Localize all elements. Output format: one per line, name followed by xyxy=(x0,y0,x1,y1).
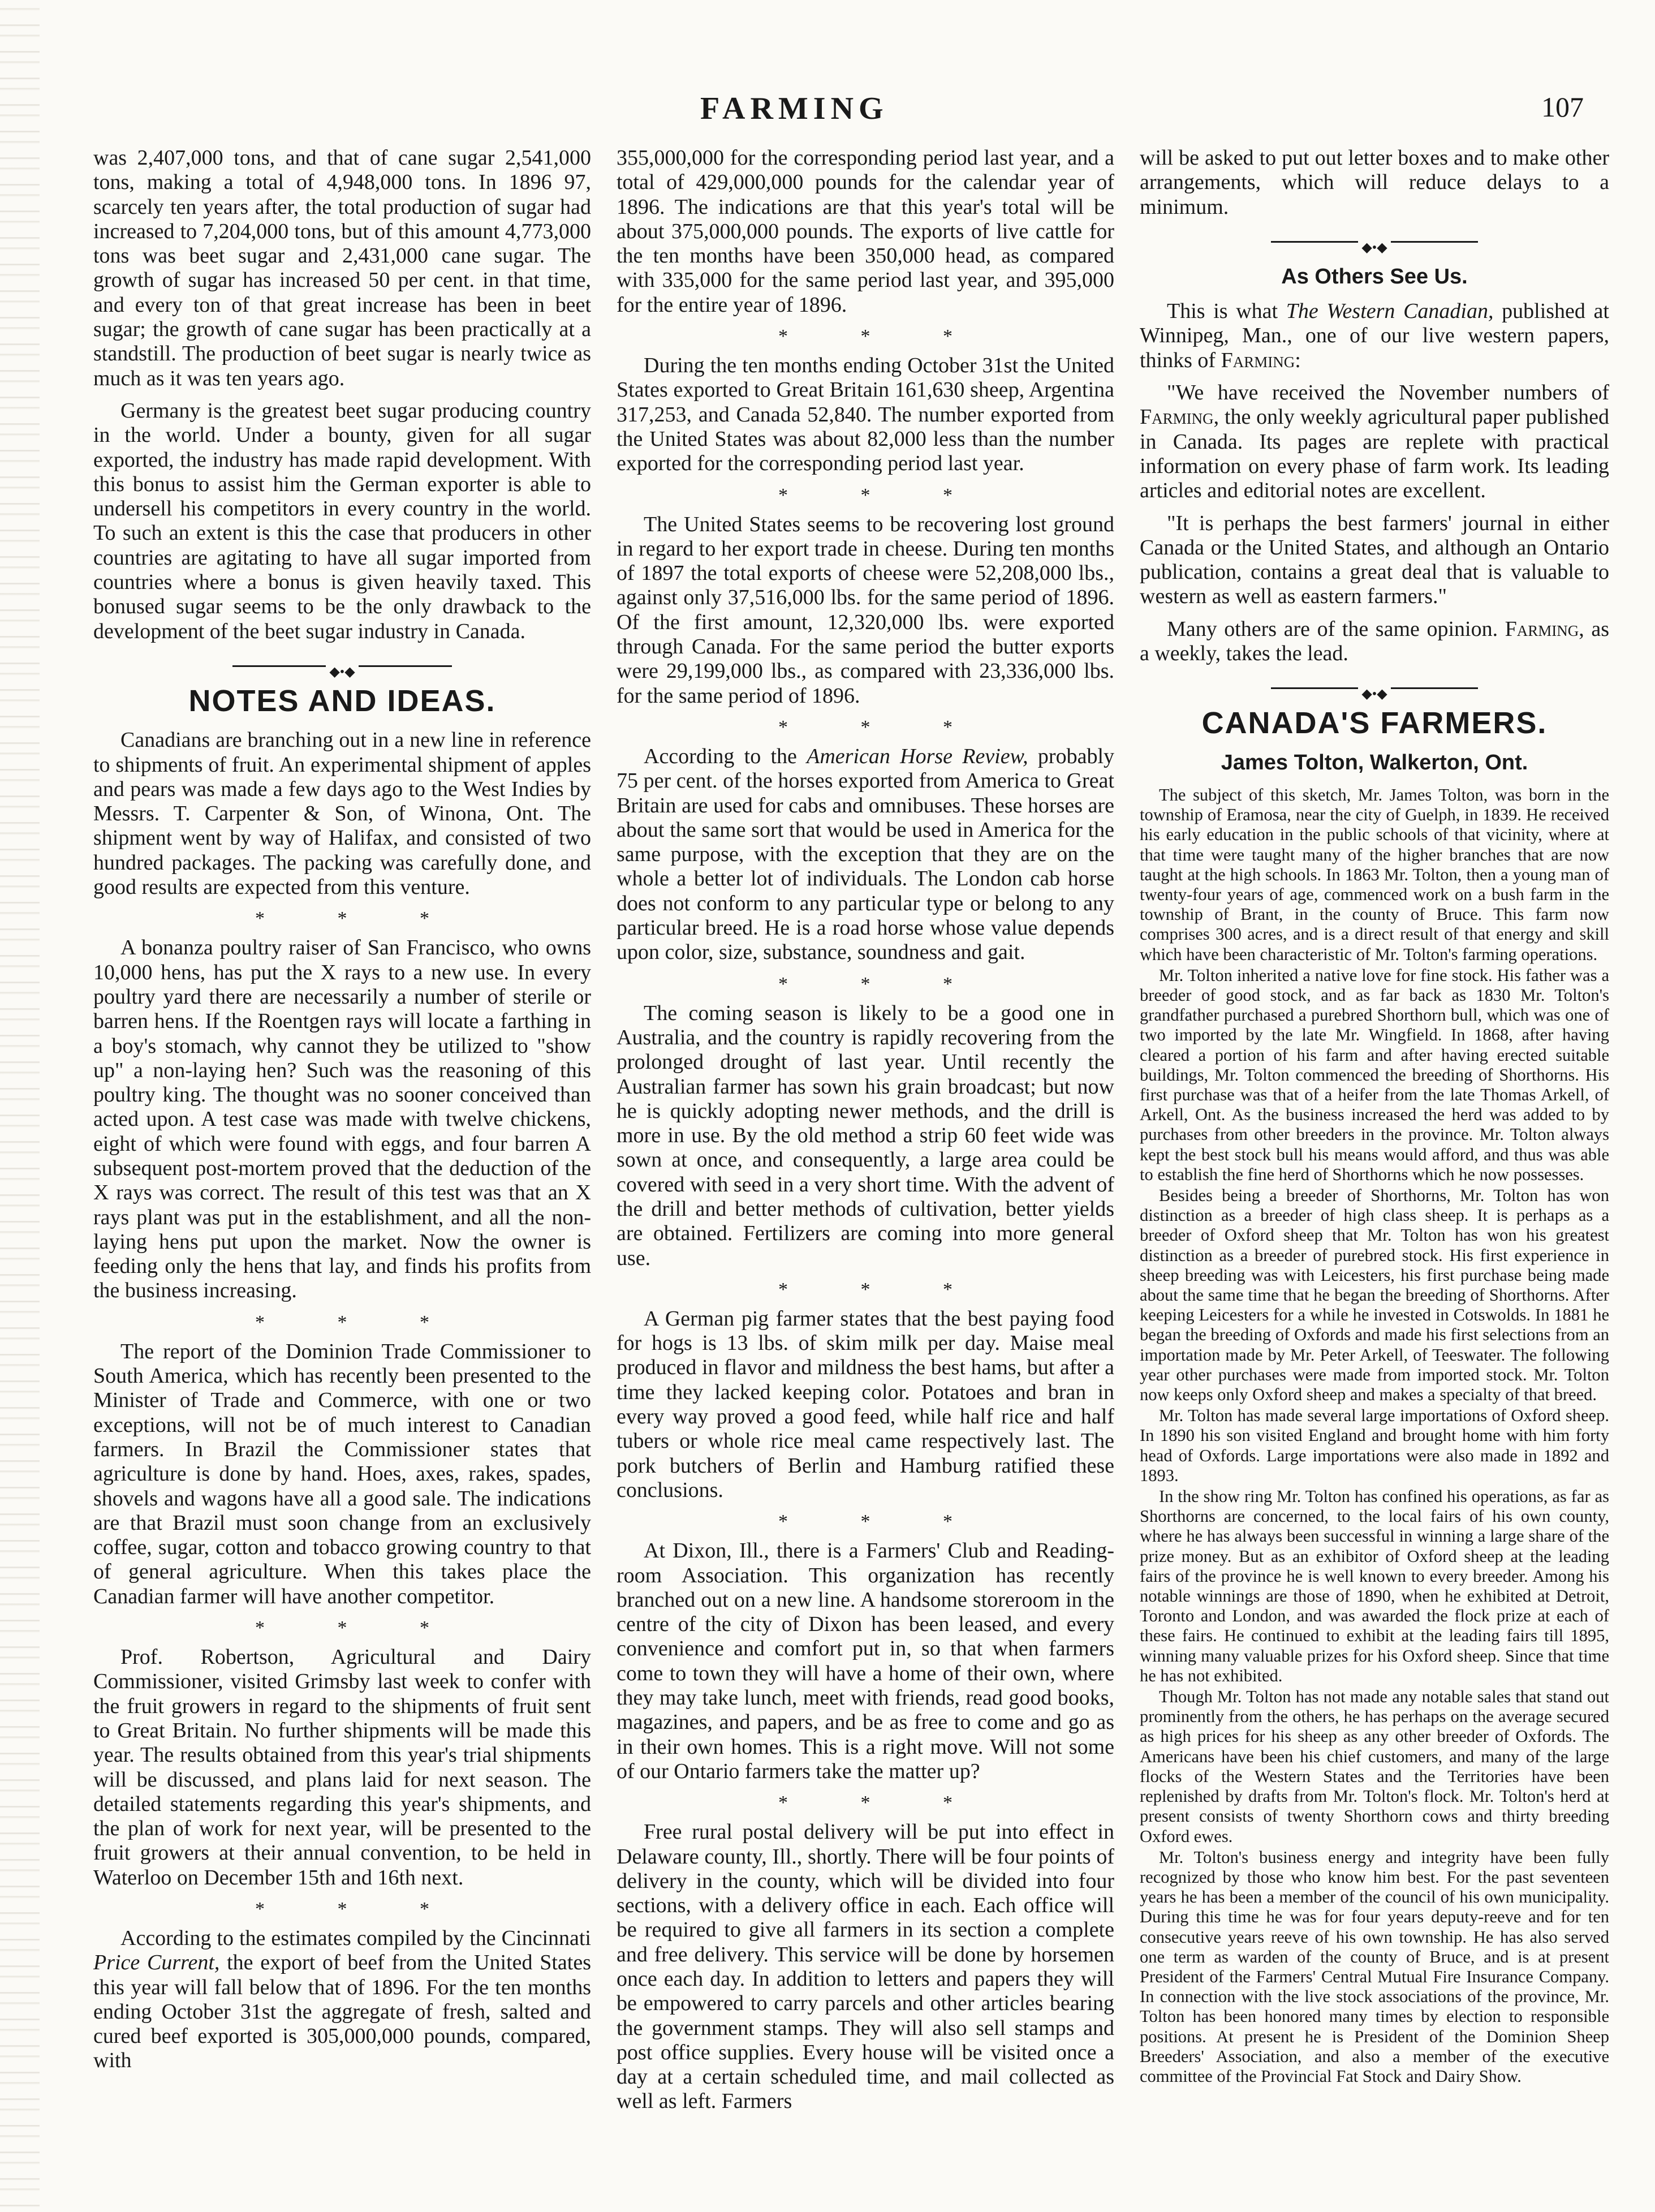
page-binding-edge xyxy=(0,0,40,2212)
others-paragraph xyxy=(1140,299,1609,373)
notes-paragraph: The coming season is likely to be a good one in Australia, and the country is rapidly recovering from the prolonged drought of last year. Until recently the Australian farmer has sown his grain broadcast; but now he is quickly adopting newer methods, and the drill is more in use. By the old method a strip 60 feet wide was sown at once, and consequently, a large area could be covered with seed in a very short time. With the advent of the drill and better methods of cultivation, better yields are obtained. Fertilizers are coming into more general use. xyxy=(617,1001,1114,1270)
stars-separator: * * * xyxy=(255,1899,463,1920)
text-run: "We have received the November numbers of xyxy=(1167,381,1609,405)
notes-paragraph: A German pig farmer states that the best paying food for hogs is 13 lbs. of skim milk per day. Maise meal produced in flavor and mildness the best hams, but after a time they lacked keeping color. Potatoes and bran in every way proved a good feed, while half rice and half tubers or whole rice meal came respectively last. The pork butchers of Berlin and Hamburg ratified these conclusions. xyxy=(617,1306,1114,1502)
stars-separator: * * * xyxy=(255,908,463,929)
text-run: According to the estimates compiled by the Cincinnati xyxy=(120,1926,591,1950)
text-run: Many others are of the same opinion. xyxy=(1167,617,1505,641)
column-2 xyxy=(617,146,1114,2122)
farming-name: Farming xyxy=(1140,405,1214,429)
biography-paragraph: Though Mr. Tolton has not made any notable sales that stand out prominently from the others, he has perhaps on the average secured as high prices for his sheep as any other breeder of Oxfords. The Americans have been his chief customers, and many of the large flocks of the Western States and the Territories have been replenished by drafts from Mr. Tolton's flock. Mr. Tolton's herd at present consists of twenty Shorthorn cows and thirty breeding Oxford ewes. xyxy=(1140,1687,1609,1846)
biography-paragraph: Besides being a breeder of Shorthorns, Mr. Tolton has won distinction as a breeder of high class sheep. It is perhaps as a breeder of Oxford sheep that Mr. Tolton has won his greatest distinction as a breeder of purebred stock. His first experience in sheep breeding was with Leicesters, his first purchase being made about the same time that he began the breeding of Shorthorns. After keeping Leicesters for a while he invested in Cotswolds. In 1881 he began the breeding of Oxfords and made his first selections from an importation made by Mr. Peter Arkell, of Teeswater. The following year other purchases were made from imported stock. Mr. Tolton now keeps only Oxford sheep and makes a specialty of that breed. xyxy=(1140,1186,1609,1405)
stars-separator: * * * xyxy=(778,973,986,995)
canada-farmers-heading: CANADA'S FARMERS. xyxy=(1201,706,1548,741)
section-divider xyxy=(1140,233,1609,255)
others-quote xyxy=(1140,381,1609,503)
notes-paragraph: 355,000,000 for the corresponding period last year, and a total of 429,000,000 pounds for the calendar year of 1896. The indications are that this year's total will be about 375,000,000 pounds. The exports of live cattle for the ten months have been 350,000 head, as compared with 335,000 for the same period last year, and 395,000 for the entire year of 1896. xyxy=(617,146,1114,317)
sugar-paragraph: was 2,407,000 tons, and that of cane sugar 2,541,000 tons, making a total of 4,948,000 tons. In 1896 97, scarcely ten years after, the total production of sugar had increased to 7,204,000 tons, but of this amount 4,773,000 tons was beet sugar and 2,431,000 cane sugar. The growth of sugar has increased 50 per cent. in that time, and every ton of that great increase has been in beet sugar; the growth of cane sugar has been practically at a standstill. The production of beet sugar is nearly twice as much as it was ten years ago. xyxy=(93,146,591,390)
farming-name: Farming xyxy=(1505,617,1579,641)
canada-farmers-subheading: James Tolton, Walkerton, Ont. xyxy=(1221,750,1528,774)
others-heading: As Others See Us. xyxy=(1281,264,1468,289)
divider-ornament: ◆•◆ xyxy=(326,665,358,679)
notes-paragraph: At Dixon, Ill., there is a Farmers' Club and Reading-room Association. This organization has recently branched out on a new line. A handsome storeroom in the centre of the city of Dixon has been leased, and every convenience and comfort put in, so that when farmers come to town they will have a home of their own, where they may take lunch, meet with friends, read good books, magazines, and papers, and be as free to come and go as in their own homes. This is a right move. Will not some of our Ontario farmers take the matter up? xyxy=(617,1539,1114,1783)
text-run: published at Winnipeg, Man., one of our live western papers, thinks of xyxy=(1140,299,1609,372)
biography-paragraph: Mr. Tolton has made several large importations of Oxford sheep. In 1890 his son visited England and brought home with him forty head of Oxfords. Large importations were also made in 1892 and 1893. xyxy=(1140,1406,1609,1485)
masthead: FARMING xyxy=(700,91,889,126)
publication-title: Price Current, xyxy=(93,1951,220,1975)
publication-title: The Western Canadian, xyxy=(1286,299,1494,324)
notes-paragraph: The United States seems to be recovering lost ground in regard to her export trade in cheese. During ten months of 1897 the total exports of cheese were 52,208,000 lbs., against only 37,516,000 lbs. for the same period of 1896. Of the first amount, 12,320,000 lbs. were exported through Canada. For the same period the butter exports were 29,199,000 lbs., as compared with 23,336,000 lbs. for the same period of 1896. xyxy=(617,512,1114,708)
notes-paragraph: Free rural postal delivery will be put into effect in Delaware county, Ill., shortly. There will be four points of delivery in the county, which will be divided into four sections, with a delivery office in each. Each office will be required to give all farmers in its section a complete and free delivery. This service will be done by horsemen once each day. In addition to letters and papers they will be empowered to carry parcels and other articles bearing the government stamps. They will also sell stamps and post office supplies. Every house will be visited once a day at a certain scheduled time, and mail collected as well as left. Farmers xyxy=(617,1820,1114,2114)
text-run: : xyxy=(1295,348,1301,372)
others-paragraph xyxy=(1140,617,1609,666)
notes-paragraph: The report of the Dominion Trade Commissioner to South America, which has recently been presented to the Minister of Trade and Commerce, with one or two exceptions, will not be of much interest to Canadian farmers. In Brazil the Commissioner states that agriculture is done by hand. Hoes, axes, rakes, spades, shovels and wagons have all a good sale. The indications are that Brazil must soon change from an exclusively coffee, sugar, cotton and tobacco growing country to that of general agriculture. When this takes place the Canadian farmer will have another competitor. xyxy=(93,1339,591,1608)
notes-paragraph xyxy=(93,1926,591,2073)
stars-separator: * * * xyxy=(255,1617,463,1639)
others-quote: "It is perhaps the best farmers' journal in either Canada or the United States, and although an Ontario publication, contains a great deal that is valuable to western as well as eastern farmers." xyxy=(1140,511,1609,609)
section-divider xyxy=(93,657,591,679)
notes-paragraph: During the ten months ending October 31st the United States exported to Great Britain 161,630 sheep, Argentina 317,253, and Canada 52,840. The number exported from the United States was about 82,000 less than the number exported for the corresponding period last year. xyxy=(617,354,1114,476)
stars-separator: * * * xyxy=(778,1792,986,1814)
stars-separator: * * * xyxy=(778,326,986,347)
biography-paragraph: The subject of this sketch, Mr. James Tolton, was born in the township of Eramosa, near the city of Guelph, in 1839. He received his early education in the public schools of that vicinity, where at that time were taught many of the higher branches that are now taught at the high schools. In 1863 Mr. Tolton, then a young man of twenty-four years of age, commenced work on a bush farm in the township of Brant, in the county of Bruce. This farm now comprises 300 acres, and is a direct result of that energy and skill which have been characteristic of Mr. Tolton's farming operations. xyxy=(1140,785,1609,964)
stars-separator: * * * xyxy=(255,1311,463,1333)
stars-separator: * * * xyxy=(778,1279,986,1300)
tolton-biography xyxy=(1140,785,1609,2086)
biography-paragraph: In the show ring Mr. Tolton has confined his operations, as far as Shorthorns are concerned, to the local fairs of his own county, where he has always been successful in winning a large share of the prize money. But as an exhibitor of Oxford sheep at the leading fairs of the province he is well known to every breeder. Among his notable winnings are those of 1890, when he exhibited at Detroit, Toronto and London, and was awarded the flock prize at each of these fairs. He continued to exhibit at the leading fairs till 1895, winning many valuable prizes for his Oxford sheep. Since that time he has not exhibited. xyxy=(1140,1487,1609,1685)
notes-paragraph: will be asked to put out letter boxes and to make other arrangements, which will reduce delays to a minimum. xyxy=(1140,146,1609,219)
text-run: According to the xyxy=(644,744,807,768)
stars-separator: * * * xyxy=(778,484,986,506)
biography-paragraph: Mr. Tolton inherited a native love for fine stock. His father was a breeder of good stock, and as far back as 1830 Mr. Tolton's grandfather purchased a purebred Shorthorn bull, which was one of two imported by the late Mr. Wingfield. In 1868, after having cleared a portion of his farm and after having erected suitable buildings, Mr. Tolton commenced the breeding of Shorthorns. His first purchase was that of a heifer from the late Thomas Arkell, of Arkell, Ont. As the business increased the herd was added to by purchases from other breeders in the province. Mr. Tolton always kept the best stock bull his means would afford, and thus was able to establish the fine herd of Shorthorns which he now possesses. xyxy=(1140,965,1609,1184)
biography-paragraph: Mr. Tolton's business energy and integrity have been fully recognized by those who know him best. For the past seventeen years he has been a member of the council of his own municipality. During this time he was for four years deputy-reeve and for ten consecutive years reeve of his own township. He has also served one term as warden of the county of Bruce, and is at present President of the Farmers' Central Mutual Fire Insurance Company. In connection with the live stock associations of the province, Mr. Tolton has been honored many times by election to responsible positions. At present he is President of the Dominion Sheep Breeders' Association, and also a member of the executive committee of the Provincial Fat Stock and Dairy Show. xyxy=(1140,1847,1609,2086)
text-run: , as a weekly, takes the lead. xyxy=(1140,617,1609,666)
notes-paragraph: A bonanza poultry raiser of San Francisco, who owns 10,000 hens, has put the X rays to a new use. In every poultry yard there are necessarily a number of sterile or barren hens. If the Roentgen rays will locate a farthing in a boy's stomach, why cannot they be utilized to "show up" a non-laying hen? Such was the reasoning of this poultry king. The thought was no sooner conceived than acted upon. A test case was made with twelve chickens, eight of which were found with eggs, and four barren A subsequent post-mortem proved that the deduction of the X rays was correct. The result of this test was that an X rays plant was put in the establishment, and all the non-laying hens put upon the market. Now the owner is feeding only the hens that lay, and finds his profits from the business increasing. xyxy=(93,936,591,1303)
text-run: , the only weekly agricultural paper published in Canada. Its pages are replete with practical information on every phase of farm work. Its leading articles and editorial notes are excellent. xyxy=(1140,405,1609,503)
publication-title: American Horse Review, xyxy=(807,744,1028,768)
text-run: probably 75 per cent. of the horses exported from America to Great Britain are used for cabs and omnibuses. These horses are about the same sort that would be used in America for the same purpose, with the exception that they are on the whole a better lot of individuals. The London cab horse does not conform to any particular type or belong to any particular breed. He is a road horse whose value depends upon color, size, substance, soundness and gait. xyxy=(617,744,1115,965)
stars-separator: * * * xyxy=(778,1511,986,1533)
sugar-paragraph: Germany is the greatest beet sugar producing country in the world. Under a bounty, given for all sugar exported, the industry has made rapid development. With this bonus to assist him the German exporter is able to undersell his competitors in every country in the world. To such an extent is this the case that producers in other countries are agitating to have all sugar imported from countries where a bonus is given heavily taxed. This bonused sugar seems to be the only drawback to the development of the beet sugar industry in Canada. xyxy=(93,398,591,643)
text-run: the export of beef from the United States this year will fall below that of 1896. For the ten months ending October 31st the aggregate of fresh, salted and cured beef exported is 305,000,000 pounds, compared, with xyxy=(93,1951,591,2073)
divider-ornament: ◆•◆ xyxy=(1358,240,1390,255)
column-1 xyxy=(93,146,591,2081)
divider-ornament: ◆•◆ xyxy=(1358,687,1390,702)
farming-name: Farming xyxy=(1221,348,1295,372)
column-3 xyxy=(1140,146,1609,2088)
stars-separator: * * * xyxy=(778,716,986,738)
notes-paragraph: Prof. Robertson, Agricultural and Dairy Commissioner, visited Grimsby last week to confer with the fruit growers in regard to the shipments of fruit sent to Great Britain. No further shipments will be made this year. The results obtained from this year's trial shipments will be discussed, and plans laid for next season. The detailed statements regarding this year's shipments, and the plan of work for next year, will be presented to the fruit growers at their annual convention, to be held in Waterloo on December 15th and 16th next. xyxy=(93,1645,591,1890)
section-divider xyxy=(1140,679,1609,702)
notes-paragraph: Canadians are branching out in a new line in reference to shipments of fruit. An experimental shipment of apples and pears was made a few days ago to the West Indies by Messrs. T. Carpenter & Son, of Winona, Ont. The shipment went by way of Halifax, and consisted of two hundred packages. The packing was carefully done, and good results are expected from this venture. xyxy=(93,728,591,900)
text-run: This is what xyxy=(1167,299,1286,324)
page-number: 107 xyxy=(1541,91,1584,123)
notes-paragraph xyxy=(617,744,1114,965)
notes-heading: NOTES AND IDEAS. xyxy=(188,683,496,718)
